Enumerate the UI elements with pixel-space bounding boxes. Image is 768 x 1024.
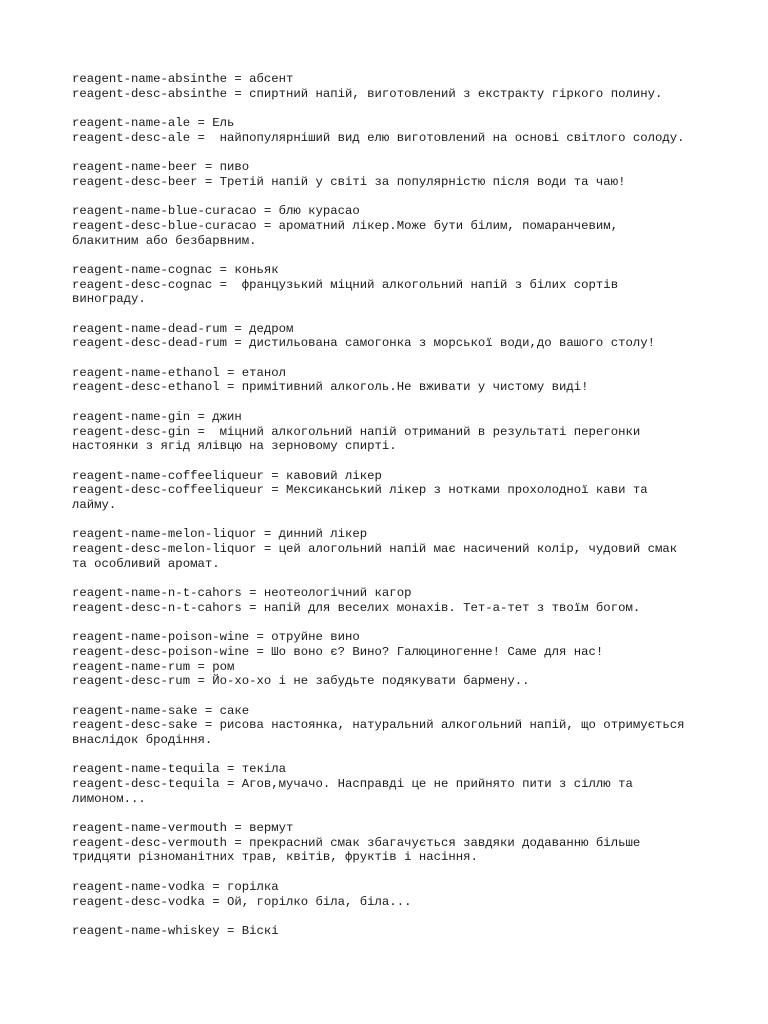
text-line: reagent-desc-ethanol = примітивний алкоголь.Не вживати у чистому виді! (72, 380, 589, 395)
document-page (72, 72, 712, 939)
text-line: reagent-name-poison-wine = отруйне вино (72, 630, 360, 645)
text-line: reagent-name-cognac = коньяк (72, 262, 279, 277)
text-line: reagent-name-coffeeliqueur = кавовий лікер (72, 468, 382, 483)
blank-line (72, 865, 712, 880)
text-line: винограду. (72, 292, 146, 307)
text-line: блакитним або безбарвним. (72, 233, 257, 248)
text-line: reagent-name-absinthe = абсент (72, 72, 294, 86)
text-line: reagent-name-dead-rum = дедром (72, 321, 294, 336)
text-line: reagent-desc-melon-liquor = цей алогольний напій має насичений колір, чудовий смак (72, 542, 678, 556)
text-line: reagent-name-gin = джин (72, 409, 242, 424)
blank-line (72, 571, 712, 586)
text-line: лайму. (72, 497, 117, 512)
text-line: reagent-name-n-t-cahors = неотеологічний кагор (72, 586, 412, 601)
blank-line (72, 395, 712, 410)
text-line: лимоном... (72, 791, 146, 806)
text-line: тридцяти різноманітних трав, квітів, фруктів і насіння. (72, 850, 478, 865)
text-line: reagent-name-ethanol = етанол (72, 365, 287, 380)
text-line: reagent-desc-ale = найпопулярніший вид елю виготовлений на основі світлого солоду. (72, 130, 685, 145)
blank-line (72, 351, 712, 366)
text-line: reagent-desc-n-t-cahors = напій для веселих монахів. Тет-а-тет з твоїм богом. (72, 600, 641, 615)
text-line: reagent-name-blue-curacao = блю курасао (72, 204, 360, 219)
blank-line (72, 806, 712, 821)
blank-line (72, 248, 712, 263)
text-line: reagent-desc-poison-wine = Шо воно є? Вино? Галюциногенне! Саме для нас! (72, 644, 604, 659)
blank-line (72, 615, 712, 630)
text-line: reagent-desc-blue-curacao = ароматний лікер.Може бути білим, помаранчевим, (72, 218, 619, 233)
text-line: настоянки з ягід ялівцю на зерновому спирті. (72, 439, 397, 454)
text-line: reagent-desc-vodka = Ой, горілко біла, біла... (72, 894, 412, 909)
blank-line (72, 748, 712, 763)
text-line: reagent-name-ale = Ель (72, 116, 235, 131)
text-line: внаслідок бродіння. (72, 732, 213, 747)
text-line: reagent-name-sake = саке (72, 703, 250, 718)
text-line: reagent-desc-absinthe = спиртний напій, виготовлений з екстракту гіркого полину. (72, 86, 663, 101)
text-line: та особливий аромат. (72, 556, 220, 571)
text-line: reagent-desc-dead-rum = дистильована самогонка з морської води,до вашого столу! (72, 336, 655, 351)
text-line: reagent-desc-rum = Йо-хо-хо і не забудьте подякувати бармену.. (72, 674, 530, 689)
text-line: reagent-name-beer = пиво (72, 160, 250, 175)
text-line: reagent-name-rum = ром (72, 659, 235, 674)
text-line: reagent-desc-tequila = Агов,мучачо. Насправді це не прийнято пити з сіллю та (72, 777, 633, 791)
blank-line (72, 513, 712, 528)
text-line: reagent-desc-gin = міцний алкогольний напій отриманий в результаті перегонки (72, 424, 641, 439)
text-line: reagent-name-melon-liquor = динний лікер (72, 527, 368, 542)
blank-line (72, 307, 712, 322)
text-line: reagent-desc-beer = Третій напій у світі за популярністю після води та чаю! (72, 174, 626, 189)
blank-line (72, 454, 712, 469)
blank-line (72, 145, 712, 160)
blank-line (72, 909, 712, 924)
text-line: reagent-desc-cognac = французький міцний алкогольний напій з білих сортів (72, 277, 619, 292)
text-line: reagent-name-tequila = текіла (72, 762, 287, 777)
blank-line (72, 190, 712, 205)
text-line: reagent-desc-sake = рисова настоянка, натуральний алкогольний напій, що отримується (72, 718, 685, 733)
blank-line (72, 689, 712, 704)
text-line: reagent-desc-coffeeliqueur = Мексиканський лікер з нотками прохолодної кави та (72, 483, 648, 498)
text-line: reagent-name-vermouth = вермут (72, 821, 294, 836)
text-line: reagent-name-whiskey = Віскі (72, 923, 279, 938)
text-line: reagent-desc-vermouth = прекрасний смак збагачується завдяки додаванню більше (72, 835, 641, 850)
text-line: reagent-name-vodka = горілка (72, 879, 279, 894)
blank-line (72, 101, 712, 116)
